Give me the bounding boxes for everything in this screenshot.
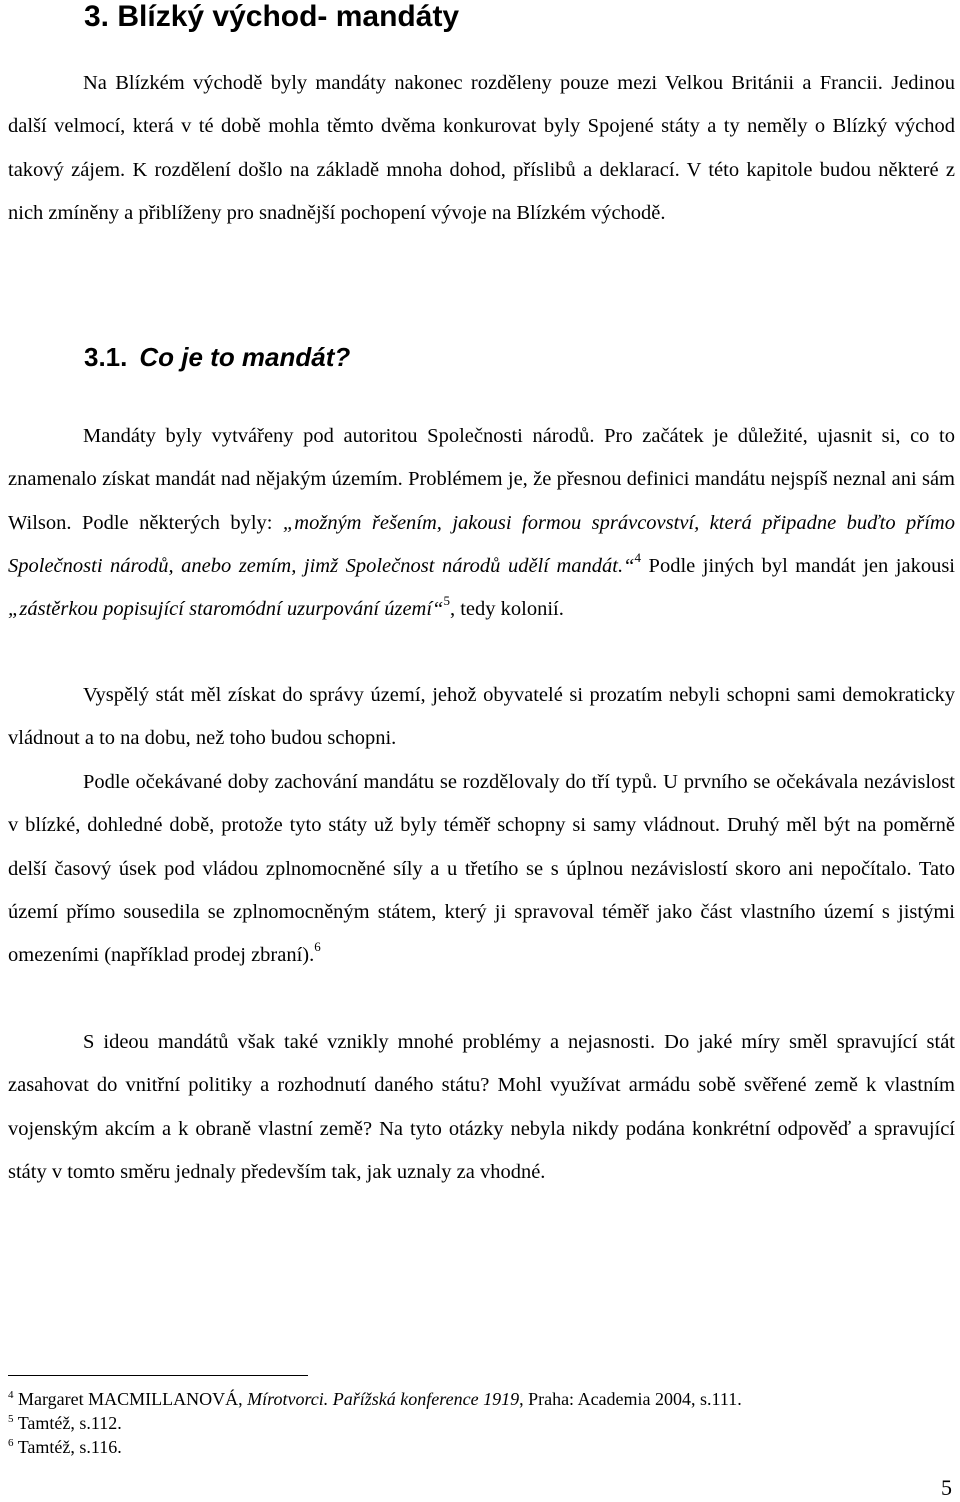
chapter-heading: 3. Blízký východ- mandáty <box>84 0 460 33</box>
section-number: 3.1. <box>84 342 128 372</box>
footnote-text: Margaret MACMILLANOVÁ, <box>18 1389 248 1409</box>
quotation: „možným řešením, jakousi formou správcovství, která připadne buďto přímo Společnosti národů, anebo zemím, jimž Společnost národů udělí mandát.“ <box>8 511 955 577</box>
quotation: „zástěrkou popisující staromódní uzurpování území“ <box>8 598 444 621</box>
paragraph-text: Podle očekávané doby zachování mandátu se rozdělovaly do tří typů. U prvního se očekávala nezávislost v blízké, dohledné době, protože tyto státy už byly téměř schopny si samy vládnout. Druhý měl být na poměrně delší časový úsek pod vládou zplnomocněné síly a u třetího se s úplnou nezávislostí skoro ani nepočítalo. Tato území přímo sousedila se zplnomocněným státem, který ji spravoval téměř jako část vlastního území s jistými omezeními (například prodej zbraní). <box>8 771 955 967</box>
footnote <box>8 1435 948 1459</box>
footnote-ref: 5 <box>443 593 450 609</box>
intro-paragraph: Na Blízkém východě byly mandáty nakonec rozděleny pouze mezi Velkou Británii a Francii. Jedinou další velmocí, která v té době mohla těmto dvěma konkurovat byly Spojené státy a ty neměly o Blízký východ takový zájem. K rozdělení došlo na základě mnoha dohod, příslibů a deklarací. V této kapitole budou některé z nich zmíněny a přiblíženy pro snadnější pochopení vývoje na Blízkém východě. <box>8 72 955 224</box>
developed-state-paragraph: Vyspělý stát měl získat do správy území, jehož obyvatelé si prozatím nebyli schopni sami demokraticky vládnout a to na dobu, než toho budou schopni. <box>8 684 955 750</box>
mandate-types-paragraph <box>8 761 955 977</box>
footnote-ref: 6 <box>314 939 321 955</box>
section-title: Co je to mandát? <box>139 342 351 372</box>
footnote-ref: 4 <box>634 549 642 565</box>
mandate-problems-paragraph: S ideou mandátů však také vznikly mnohé problémy a nejasnosti. Do jaké míry směl spravující stát zasahovat do vnitřní politiky a rozhodnutí daného státu? Mohl využívat armádu sobě svěřené země k vlastním vojenským akcím a k obraně vlastní země? Na tyto otázky nebyla nikdy podána konkrétní odpověď a spravující státy v tomto směru jednaly především tak, jak uznaly za vhodné. <box>8 1031 955 1183</box>
footnote-text: Tamtéž, s.116. <box>17 1437 122 1457</box>
section-heading <box>84 340 350 374</box>
footnote-number: 6 <box>8 1437 14 1449</box>
footnote-title: Mírotvorci. Pařížská konference 1919 <box>247 1389 520 1409</box>
footnote <box>8 1387 948 1411</box>
paragraph-text: , tedy kolonií. <box>449 598 564 621</box>
footnote-number: 5 <box>8 1413 14 1425</box>
footnote-number: 4 <box>8 1389 14 1401</box>
page-number: 5 <box>941 1475 952 1500</box>
footnote-separator <box>8 1375 308 1376</box>
paragraph-text: Mandáty byly vytvářeny pod autoritou Společnosti národů. Pro začátek je důležité, ujasnit si, co to znamenalo získat mandát nad nějakým územím. Problémem je, že přesnou definici mandátu nejspíš neznal ani sám Wilson. Podle některých byly: <box>8 425 955 534</box>
footnote <box>8 1411 948 1435</box>
paragraph-text: Podle jiných byl mandát jen jakousi <box>641 554 955 577</box>
footnote-text: , Praha: Academia 2004, s.111. <box>519 1389 742 1409</box>
footnote-text: Tamtéž, s.112. <box>17 1413 122 1433</box>
mandate-definition-paragraph <box>8 415 955 631</box>
